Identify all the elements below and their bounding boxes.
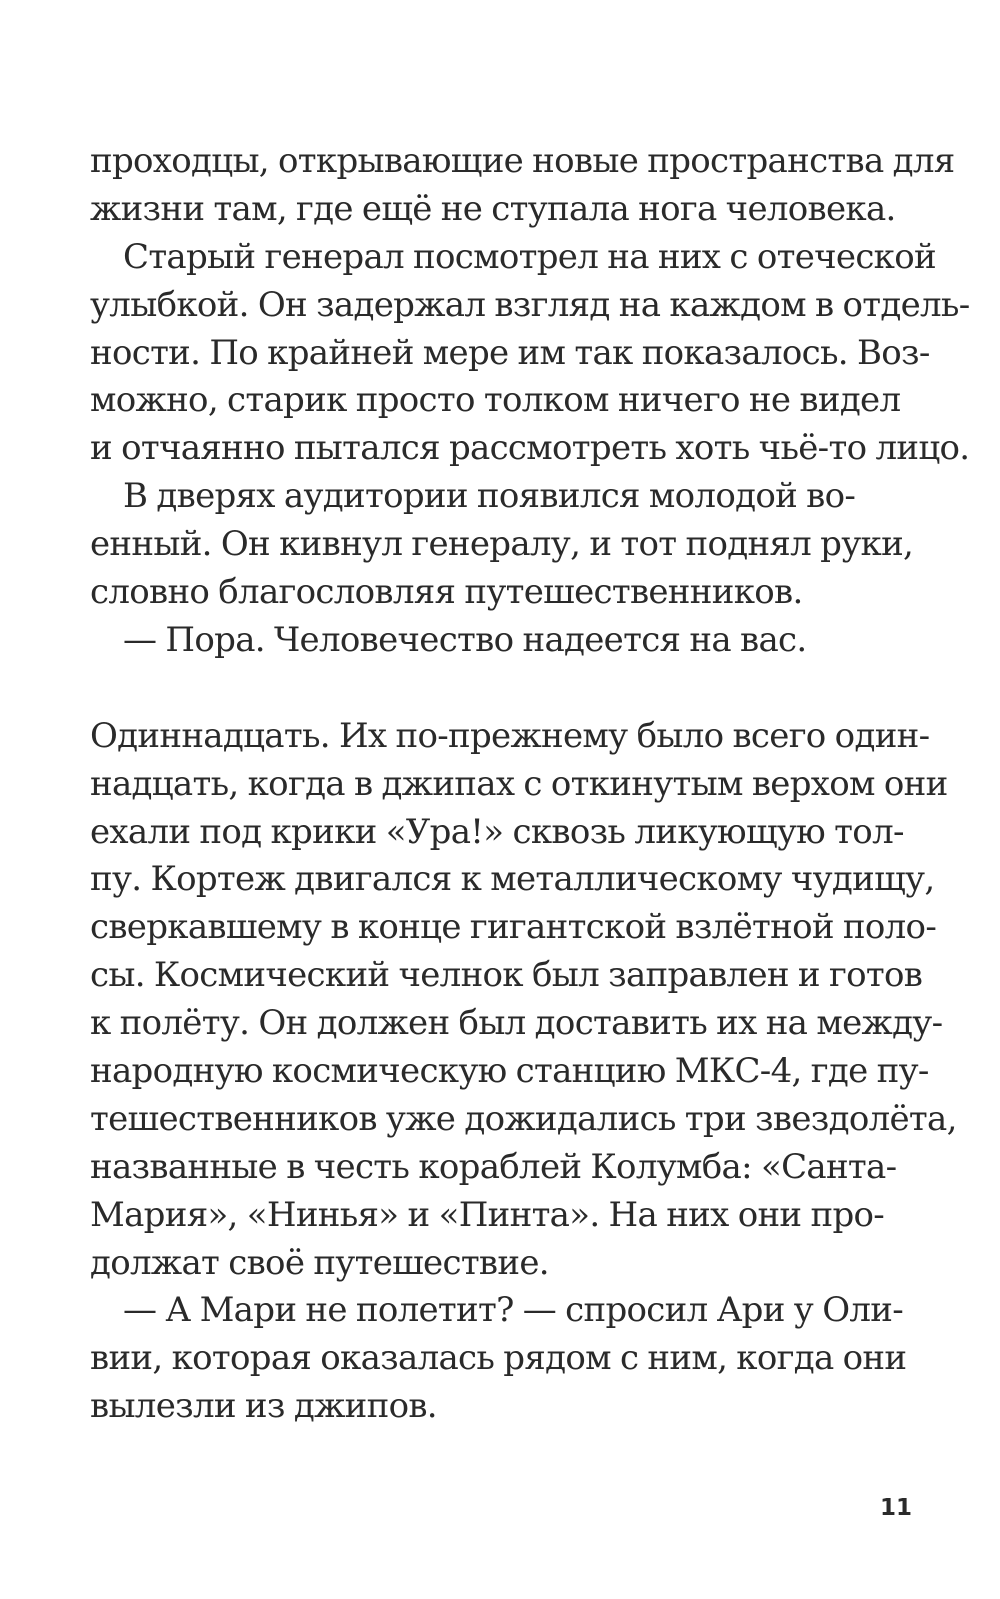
body-text xyxy=(90,138,970,1431)
text-line: проходцы, открывающие новые пространства для xyxy=(90,141,955,181)
paragraph-5 xyxy=(90,713,957,1288)
text-line: жизни там, где ещё не ступала нога человека. xyxy=(90,188,896,229)
text-line: Мария», «Нинья» и «Пинта». На них они про- xyxy=(90,1194,885,1235)
text-line: народную космическую станцию МКС-4, где пу- xyxy=(90,1051,929,1092)
text-line: Одиннадцать. Их по-прежнему было всего один- xyxy=(90,715,930,756)
paragraph-3 xyxy=(90,473,914,617)
text-line: пу. Кортеж двигался к металлическому чудищу, xyxy=(90,859,935,900)
paragraph-2 xyxy=(90,234,970,473)
text-line: тешественников уже дожидались три звездолёта, xyxy=(90,1098,957,1139)
text-line: вылезли из джипов. xyxy=(90,1386,437,1427)
text-line: — Пора. Человечество надеется на вас. xyxy=(123,619,807,660)
text-line: вии, которая оказалась рядом с ним, когда они xyxy=(90,1338,907,1379)
paragraph-6-dialogue xyxy=(90,1287,907,1431)
text-line: сы. Космический челнок был заправлен и готов xyxy=(90,955,923,996)
text-line: улыбкой. Он задержал взгляд на каждом в отдель- xyxy=(90,284,970,325)
text-line: В дверях аудитории появился молодой во- xyxy=(123,476,856,517)
paragraph-1 xyxy=(90,138,955,234)
text-line: Старый генерал посмотрел на них с отеческой xyxy=(123,236,936,277)
text-line: — А Мари не полетит? — спросил Ари у Оли- xyxy=(123,1290,904,1331)
page-number: 11 xyxy=(880,1495,913,1521)
text-line: к полёту. Он должен был доставить их на между- xyxy=(90,1003,943,1044)
text-line: словно благословляя путешественников. xyxy=(90,572,803,613)
text-line: надцать, когда в джипах с откинутым верхом они xyxy=(90,763,948,804)
text-line: можно, старик просто толком ничего не видел xyxy=(90,380,901,421)
text-line: енный. Он кивнул генералу, и тот поднял руки, xyxy=(90,524,914,565)
text-line: ехали под крики «Ура!» сквозь ликующую тол- xyxy=(90,811,904,852)
section-break xyxy=(90,665,860,713)
paragraph-4-dialogue xyxy=(90,617,860,665)
text-line: сверкавшему в конце гигантской взлётной поло- xyxy=(90,907,937,948)
text-line: должат своё путешествие. xyxy=(90,1242,549,1283)
text-line: названные в честь кораблей Колумба: «Санта- xyxy=(90,1146,897,1187)
text-line: и отчаянно пытался рассмотреть хоть чьё-то лицо. xyxy=(90,428,970,469)
text-line: ности. По крайней мере им так показалось. Воз- xyxy=(90,332,930,373)
